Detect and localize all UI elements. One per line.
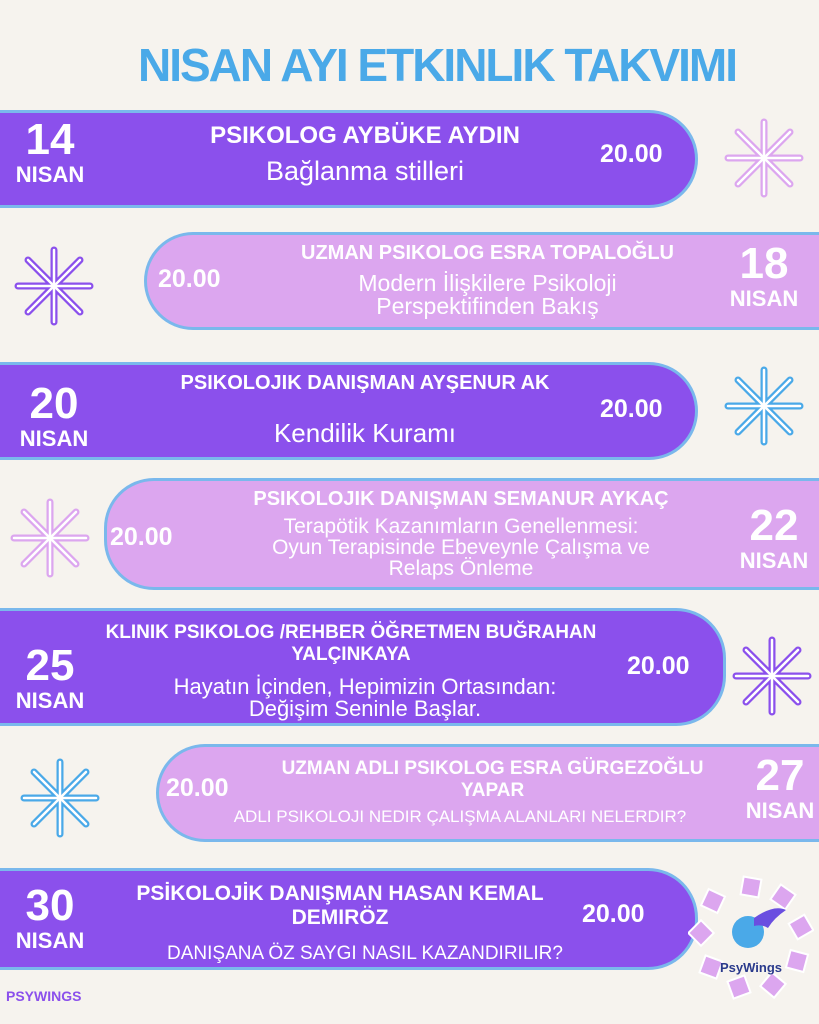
asterisk-icon — [18, 756, 102, 840]
event-time-7: 20.00 — [582, 900, 645, 928]
event-date-1 — [0, 115, 100, 188]
event-date-4: 22 NISAN — [739, 501, 809, 573]
event-month-1: NISAN — [15, 162, 85, 187]
event-topic-2: Modern İlişkilere Psikoloji Perspektifinden Bakış — [358, 270, 617, 319]
event-topic-5: Hayatın İçinden, Hepimizin Ortasından: Değişim Seninle Başlar. — [173, 674, 557, 721]
event-speaker-4: PSIKOLOJIK DANIŞMAN SEMANUR AYKAÇ — [253, 488, 669, 510]
event-time-6: 20.00 — [166, 774, 229, 802]
page-title: NISAN AYI ETKINLIK TAKVIMI — [138, 39, 736, 91]
event-speaker-6: UZMAN ADLI PSIKOLOG ESRA GÜRGEZOĞLU YAPAR — [281, 758, 704, 801]
event-date-6: 27 NISAN — [745, 751, 815, 823]
event-date-7: 30 NISAN — [15, 881, 85, 953]
event-date-3: 20 NISAN — [19, 379, 89, 451]
event-time-5: 20.00 — [627, 652, 690, 680]
event-topic-3: Kendilik Kuramı — [273, 418, 457, 448]
event-date-2: 18 NISAN — [729, 239, 799, 311]
event-topic-4: Terapötik Kazanımların Genellenmesi: Oyun Terapisinde Ebeveynle Çalışma ve Relaps Önleme — [272, 515, 650, 580]
event-date-5: 25 NISAN — [15, 641, 85, 713]
asterisk-icon — [722, 364, 806, 448]
event-topic-1: Bağlanma stilleri — [265, 156, 465, 186]
asterisk-icon — [8, 496, 92, 580]
event-speaker-2: UZMAN PSIKOLOG ESRA TOPALOĞLU — [301, 242, 674, 264]
event-time-3: 20.00 — [600, 395, 663, 423]
asterisk-icon — [730, 634, 814, 718]
event-speaker-7: PSİKOLOJİK DANIŞMAN HASAN KEMAL DEMIRÖZ — [136, 882, 544, 930]
event-day-1: 14 — [25, 115, 75, 164]
event-topic-6: ADLI PSIKOLOJI NEDIR ÇALIŞMA ALANLARI NELERDIR? — [233, 807, 687, 826]
asterisk-icon — [12, 244, 96, 328]
footer-brand: PSYWINGS — [6, 988, 82, 1004]
psywings-logo — [688, 874, 814, 1000]
event-speaker-1: PSIKOLOG AYBÜKE AYDIN — [210, 122, 520, 149]
asterisk-icon — [722, 116, 806, 200]
logo-text: PsyWings — [719, 960, 782, 975]
event-time-4: 20.00 — [110, 523, 173, 551]
event-time-1: 20.00 — [600, 140, 663, 168]
event-speaker-5: KLINIK PSIKOLOG /REHBER ÖĞRETMEN BUĞRAHAN YALÇINKAYA — [105, 622, 597, 665]
event-speaker-3: PSIKOLOJIK DANIŞMAN AYŞENUR AK — [180, 372, 550, 394]
event-topic-7: DANIŞANA ÖZ SAYGI NASIL KAZANDIRILIR? — [167, 943, 563, 964]
event-time-2: 20.00 — [158, 265, 221, 293]
